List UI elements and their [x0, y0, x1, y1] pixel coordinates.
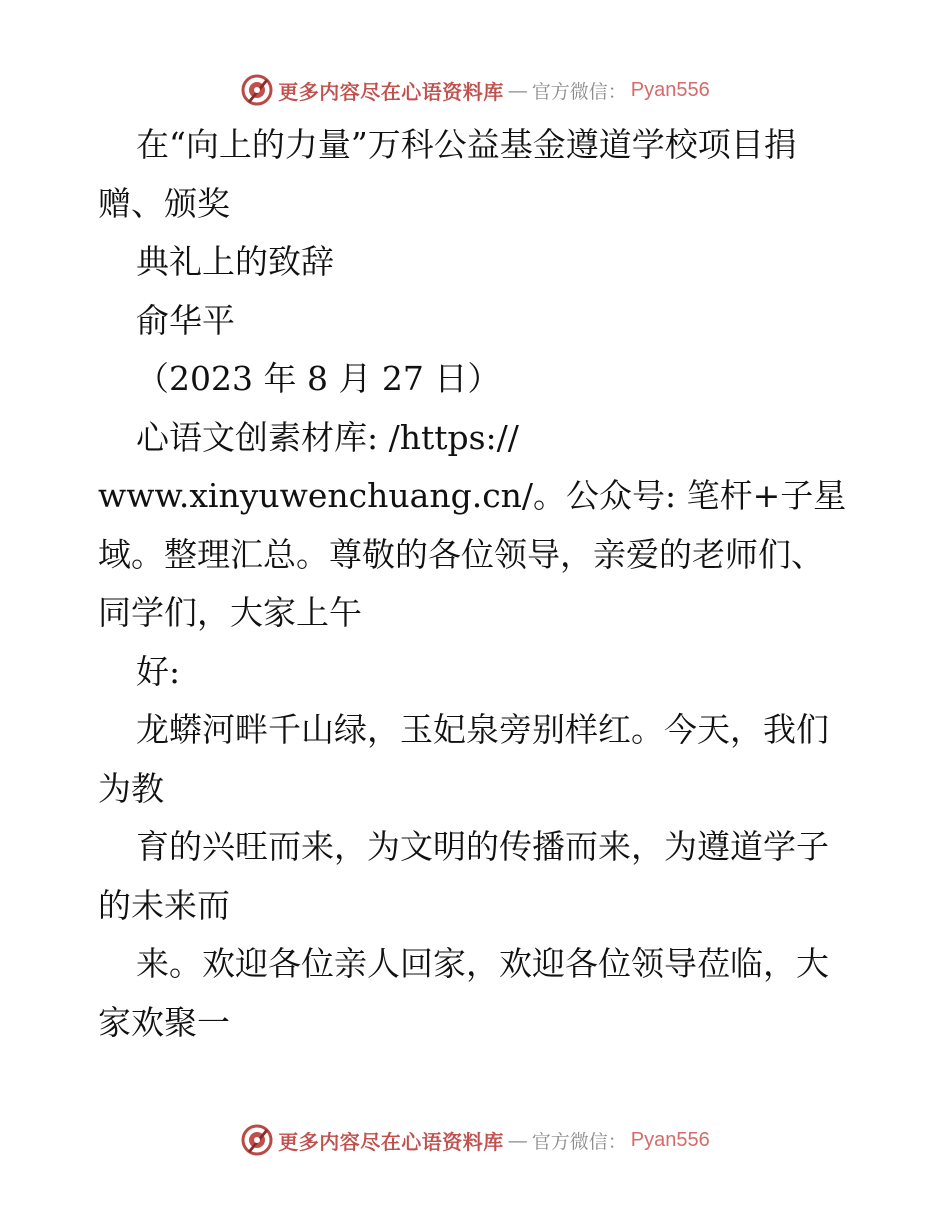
watermark-separator: — [507, 1128, 528, 1152]
watermark-brand: 更多内容尽在心语资料库 [278, 1129, 504, 1154]
document-line: 域。整理汇总。尊敬的各位领导，亲爱的老师们、 [98, 534, 824, 574]
document-line: 来。欢迎各位亲人回家，欢迎各位领导莅临，大 [136, 944, 829, 983]
document-line: 同学们，大家上午 [98, 593, 362, 632]
watermark-brand: 更多内容尽在心语资料库 [278, 79, 504, 104]
document-line: 为教 [98, 768, 164, 808]
quill-pen-logo-icon [240, 73, 274, 107]
watermark-handle: Pyan556 [630, 1128, 710, 1151]
document-line: 龙蟒河畔千山绿，玉妃泉旁别样红。今天，我们 [136, 710, 829, 749]
watermark-contact-label: 官方微信： [531, 80, 627, 103]
watermark-contact-label: 官方微信： [531, 1130, 627, 1153]
document-line: www.xinyuwenchuang.cn/。公众号: 笔杆+子星 [98, 476, 847, 515]
header-watermark [0, 70, 950, 110]
document-line: 的未来而 [98, 885, 230, 925]
document-line: 在“向上的力量”万科公益基金遵道学校项目捐 [136, 125, 797, 164]
document-line: 育的兴旺而来，为文明的传播而来，为遵道学子 [136, 827, 829, 866]
footer-watermark [0, 1120, 950, 1160]
document-line: 心语文创素材库: /https:// [136, 417, 519, 457]
document-line: 俞华平 [136, 300, 235, 340]
document-line: 好: [136, 651, 181, 691]
document-body [98, 116, 858, 1052]
watermark-separator: — [507, 78, 528, 102]
document-line: 家欢聚一 [98, 1002, 230, 1042]
quill-pen-logo-icon [240, 1123, 274, 1157]
document-line: 典礼上的致辞 [136, 242, 334, 281]
document-line: （2023 年 8 月 27 日） [136, 359, 501, 398]
document-line: 赠、颁奖 [98, 183, 230, 223]
watermark-handle: Pyan556 [630, 78, 710, 101]
